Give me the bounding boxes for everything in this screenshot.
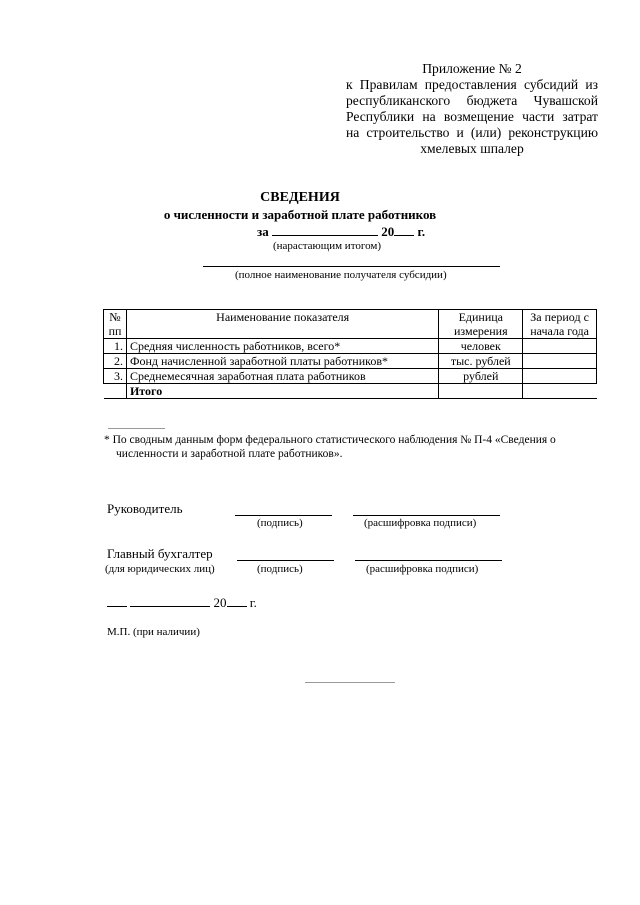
date-suffix: г.	[249, 595, 257, 610]
period-suffix: г.	[417, 224, 426, 239]
appendix-line: к Правилам предоставления субсидий из	[346, 77, 598, 92]
cumulative-note: (нарастающим итогом)	[273, 240, 382, 252]
document-subtitle: о численности и заработной плате работников	[163, 207, 437, 222]
total-num	[104, 384, 127, 399]
header-unit-2: измерения	[439, 324, 523, 339]
table-total-row	[104, 384, 597, 399]
recipient-name-line[interactable]	[203, 266, 500, 267]
header-num: №	[104, 310, 127, 325]
period-prefix: за	[257, 224, 269, 239]
document-title: СВЕДЕНИЯ	[260, 190, 340, 205]
table-header-row	[104, 310, 597, 325]
footnote-line-2: численности и заработной плате работников».	[116, 448, 343, 460]
period-year: 20	[381, 224, 395, 239]
row-unit: человек	[439, 339, 523, 354]
table-row	[104, 339, 597, 354]
table-row	[104, 354, 597, 369]
table-row	[104, 369, 597, 384]
accountant-label: Главный бухгалтер	[107, 546, 213, 561]
footnote-line-1: * По сводным данным форм федерального статистического наблюдения № П-4 «Сведения о	[104, 434, 556, 446]
appendix-line: Республики на возмещение части затрат	[346, 109, 598, 124]
total-unit[interactable]	[439, 384, 523, 399]
row-name: Фонд начисленной заработной платы работников*	[126, 354, 438, 369]
recipient-caption: (полное наименование получателя субсидии)	[235, 269, 447, 281]
row-value[interactable]	[523, 339, 597, 354]
row-num: 3.	[104, 369, 127, 384]
appendix-line: на строительство и (или) реконструкцию	[346, 125, 598, 140]
appendix-line: хмелевых шпалер	[420, 141, 524, 156]
header-period: За период с	[523, 310, 597, 325]
date-month-blank[interactable]	[130, 594, 210, 607]
total-value[interactable]	[523, 384, 597, 399]
table-header-row	[104, 324, 597, 339]
header-name: Наименование показателя	[126, 310, 438, 325]
appendix-line: республиканского бюджета Чувашской	[346, 93, 598, 108]
header-unit: Единица	[439, 310, 523, 325]
legal-entities-note: (для юридических лиц)	[105, 563, 215, 575]
row-value[interactable]	[523, 354, 597, 369]
total-label: Итого	[126, 384, 438, 399]
period-line	[257, 223, 425, 240]
accountant-signature-caption: (подпись)	[257, 563, 303, 575]
row-num: 2.	[104, 354, 127, 369]
row-num: 1.	[104, 339, 127, 354]
head-signature-caption: (подпись)	[257, 517, 303, 529]
appendix-block	[346, 61, 598, 157]
row-name: Среднемесячная заработная плата работников	[126, 369, 438, 384]
row-unit: тыс. рублей	[439, 354, 523, 369]
head-decoding-line[interactable]	[353, 515, 500, 516]
appendix-number: Приложение № 2	[422, 61, 522, 76]
date-year-blank[interactable]	[227, 594, 247, 607]
date-line	[107, 594, 257, 611]
date-year-prefix: 20	[213, 595, 227, 610]
date-day-blank[interactable]	[107, 594, 127, 607]
indicators-table	[103, 309, 597, 399]
row-unit: рублей	[439, 369, 523, 384]
header-num-2: пп	[104, 324, 127, 339]
period-blank[interactable]	[272, 223, 378, 236]
end-separator	[305, 682, 395, 683]
header-name-cont	[126, 324, 438, 339]
year-blank[interactable]	[394, 223, 414, 236]
accountant-decoding-line[interactable]	[355, 560, 502, 561]
head-signature-line[interactable]	[235, 515, 332, 516]
head-label: Руководитель	[107, 501, 183, 516]
accountant-signature-line[interactable]	[237, 560, 334, 561]
row-name: Средняя численность работников, всего*	[126, 339, 438, 354]
footnote-separator	[108, 428, 165, 429]
stamp-note: М.П. (при наличии)	[107, 626, 200, 638]
row-value[interactable]	[523, 369, 597, 384]
header-period-2: начала года	[523, 324, 597, 339]
head-decoding-caption: (расшифровка подписи)	[364, 517, 477, 529]
accountant-decoding-caption: (расшифровка подписи)	[366, 563, 479, 575]
